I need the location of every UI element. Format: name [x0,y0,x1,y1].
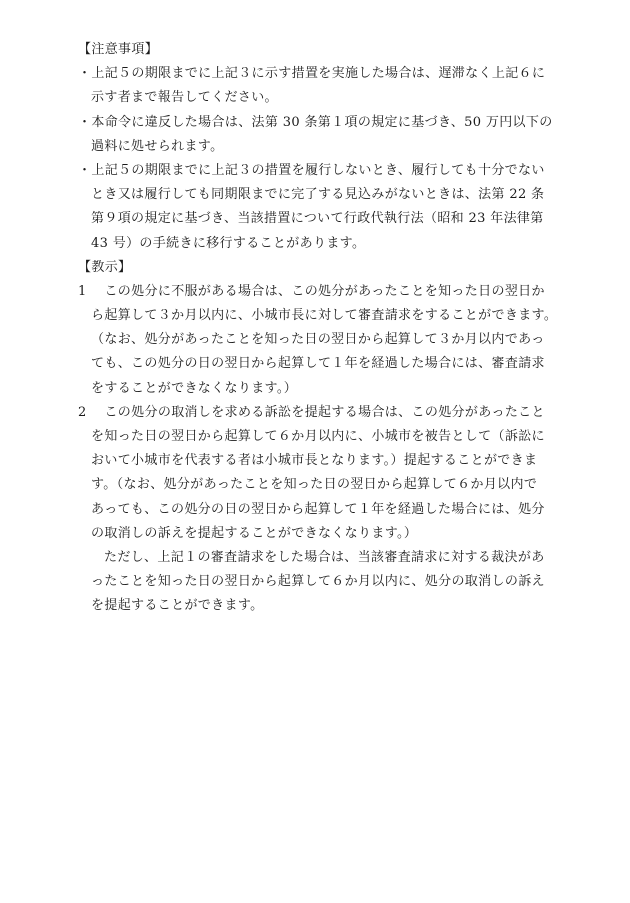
notes-line: 第９項の規定に基づき、当該措置について行政代執行法（昭和 23 年法律第 [91,211,544,227]
instructions-line: の取消しの訴えを提起することができなくなります。） [91,525,418,541]
notes-line: 43 号）の手続きに移行することがあります。 [91,235,366,251]
instructions-line: ただし、上記１の審査請求をした場合は、当該審査請求に対する裁決があ [104,549,545,565]
notes-line: 示す者まで報告してください。 [91,90,278,106]
instructions-line: を提起することができます。 [91,598,264,614]
instructions-heading: 【教示】 [78,259,132,275]
document-page [78,38,558,619]
instructions-line: ら起算して３か月以内に、小城市長に対して審査請求をすることができます。 [91,308,558,324]
instructions-line: をすることができなくなります。） [91,380,298,396]
notes-line: ・本命令に違反した場合は、法第 30 条第１項の規定に基づき、50 万円以下の [78,114,553,130]
instructions-line: ったことを知った日の翌日から起算して６か月以内に、処分の取消しの訴え [91,574,545,590]
instructions-line: ても、この処分の日の翌日から起算して１年を経過した場合には、審査請求 [91,356,545,372]
notes-line: 過料に処せられます。 [91,138,224,154]
instructions-line: 2 この処分の取消しを求める訴訟を提起する場合は、この処分があったこと [78,404,545,420]
notes-line: ・上記５の期限までに上記３の措置を履行しないとき、履行しても十分でない [78,162,545,178]
instructions-line: （なお、処分があったことを知った日の翌日から起算して３か月以内であっ [91,332,545,348]
instructions-line: あっても、この処分の日の翌日から起算して１年を経過した場合には、処分 [91,501,545,517]
instructions-line: おいて小城市を代表する者は小城市長となります。）提起することができま [91,453,538,469]
instructions-line: 1 この処分に不服がある場合は、この処分があったことを知った日の翌日か [78,283,545,299]
notes-line: ・上記５の期限までに上記３に示す措置を実施した場合は、遅滞なく上記６に [78,66,546,82]
notes-line: とき又は履行しても同期限までに完了する見込みがないときは、法第 22 条 [91,187,545,203]
notes-heading: 【注意事項】 [78,42,159,57]
instructions-line: を知った日の翌日から起算して６か月以内に、小城市を被告として（訴訟に [91,429,545,444]
instructions-line: す。（なお、処分があったことを知った日の翌日から起算して６か月以内で [91,477,538,493]
